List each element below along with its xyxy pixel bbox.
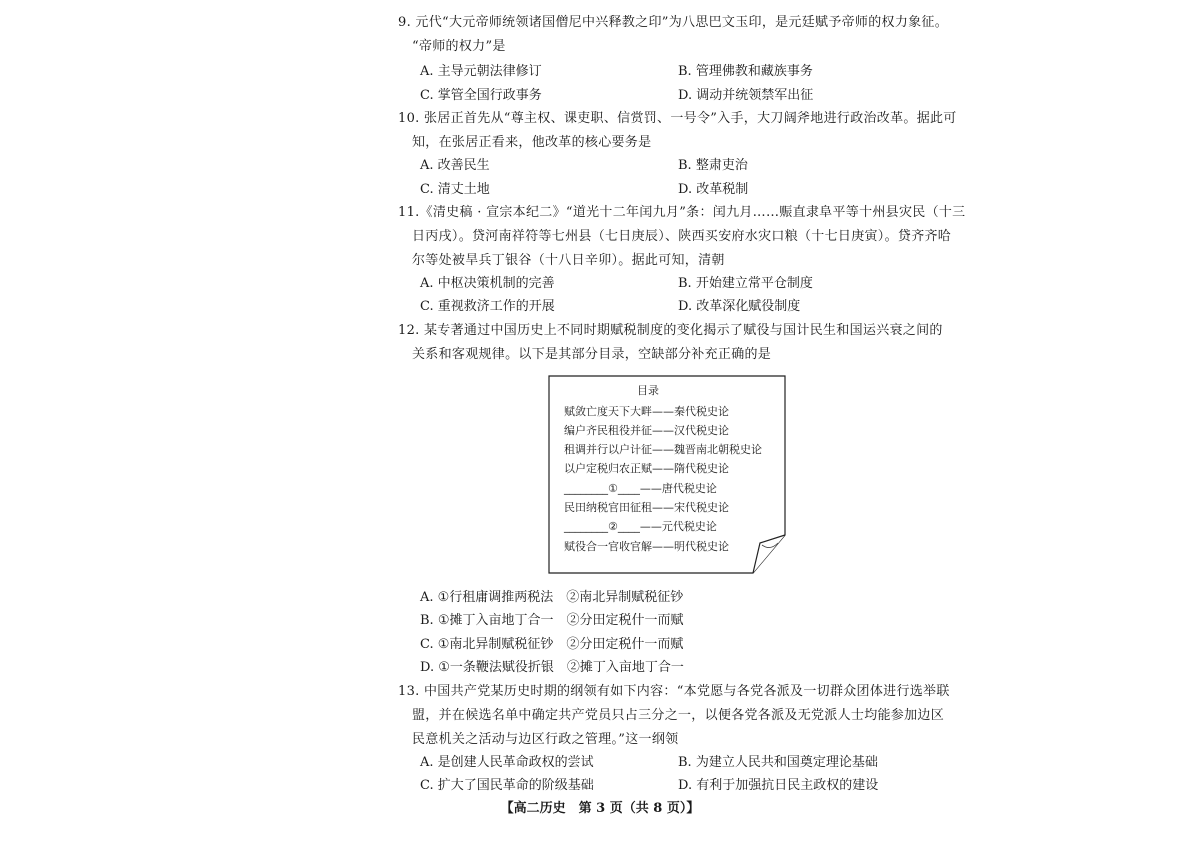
q13-stem-line-2: 盟，并在候选名单中确定共产党员只占三分之一，以便各党各派及无党派人士均能参加边区 <box>412 708 945 723</box>
q13-option-d: D. 有利于加强抗日民主政权的建设 <box>678 778 879 793</box>
toc-line-qin: 赋敛亡度天下大畔——秦代税史论 <box>564 405 729 418</box>
toc-line-song: 民田纳税官田征租——宋代税史论 <box>564 501 729 514</box>
q10-option-d: D. 改革税制 <box>678 182 749 197</box>
q11-stem-line-2: 日丙戌）。贷河南祥符等七州县（七日庚辰）、陕西买安府水灾口粮（十七日庚寅）。贷齐齐哈 <box>412 229 952 244</box>
q10-option-c: C. 清丈土地 <box>420 182 490 197</box>
q12-stem-line-1: 12. 某专著通过中国历史上不同时期赋税制度的变化揭示了赋役与国计民生和国运兴衰之间的 <box>398 323 943 338</box>
q12-option-a: A. ①行租庸调推两税法 ②南北异制赋税征钞 <box>420 590 684 605</box>
q10-option-a: A. 改善民生 <box>420 158 490 173</box>
q9-stem-line-1: 9. 元代“大元帝师统领诸国僧尼中兴释教之印”为八思巴文玉印，是元廷赋予帝师的权力象征。 <box>398 15 949 30</box>
q13-option-c: C. 扩大了国民革命的阶级基础 <box>420 778 594 793</box>
q9-option-d: D. 调动并统领禁军出征 <box>678 88 814 103</box>
q9-option-c: C. 掌管全国行政事务 <box>420 88 542 103</box>
q9-option-a: A. 主导元朝法律修订 <box>420 64 542 79</box>
q12-stem-line-2: 关系和客观规律。以下是其部分目录，空缺部分补充正确的是 <box>412 347 772 362</box>
toc-line-sui: 以户定税归农正赋——隋代税史论 <box>564 462 729 475</box>
q11-option-c: C. 重视救济工作的开展 <box>420 299 555 314</box>
q11-option-b: B. 开始建立常平仓制度 <box>678 276 813 291</box>
toc-line-han: 编户齐民租役并征——汉代税史论 <box>564 424 729 437</box>
q11-stem-line-1: 11.《清史稿 · 宣宗本纪二》“道光十二年闰九月”条：闰九月……赈直隶阜平等十州县灾民（十三 <box>398 205 966 220</box>
q11-stem-line-3: 尔等处被旱兵丁银谷（十八日辛卯）。据此可知，清朝 <box>412 253 725 268</box>
toc-line-yuan-blank: ________②____——元代税史论 <box>564 520 717 533</box>
q11-option-a: A. 中枢决策机制的完善 <box>420 276 555 291</box>
q13-stem-line-1: 13. 中国共产党某历史时期的纲领有如下内容：“本党愿与各党各派及一切群众团体进行选举联 <box>398 684 950 699</box>
toc-line-ming: 赋役合一官收官解——明代税史论 <box>564 540 729 553</box>
toc-line-weijin: 租调并行以户计征——魏晋南北朝税史论 <box>564 443 762 456</box>
toc-line-tang-blank: ________①____——唐代税史论 <box>564 482 717 495</box>
q10-stem-line-2: 知，在张居正看来，他改革的核心要务是 <box>412 135 652 150</box>
q12-option-c: C. ①南北异制赋税征钞 ②分田定税什一而赋 <box>420 637 684 652</box>
q13-stem-line-3: 民意机关之活动与边区行政之管理。”这一纲领 <box>412 732 679 747</box>
q10-option-b: B. 整肃吏治 <box>678 158 748 173</box>
page-footer: 【高二历史 第 3 页（共 8 页）】 <box>500 801 700 816</box>
q9-option-b: B. 管理佛教和藏族事务 <box>678 64 813 79</box>
toc-figure <box>548 375 788 575</box>
q13-option-a: A. 是创建人民革命政权的尝试 <box>420 755 594 770</box>
q12-option-d: D. ①一条鞭法赋役折银 ②摊丁入亩地丁合一 <box>420 660 684 675</box>
q11-option-d: D. 改革深化赋役制度 <box>678 299 801 314</box>
q9-stem-line-2: “帝师的权力”是 <box>412 39 506 54</box>
q13-option-b: B. 为建立人民共和国奠定理论基础 <box>678 755 878 770</box>
q10-stem-line-1: 10. 张居正首先从“尊主权、课吏职、信赏罚、一号令”入手，大刀阔斧地进行政治改革。据此可 <box>398 111 957 126</box>
toc-title: 目录 <box>637 384 659 397</box>
q12-option-b: B. ①摊丁入亩地丁合一 ②分田定税什一而赋 <box>420 613 684 628</box>
